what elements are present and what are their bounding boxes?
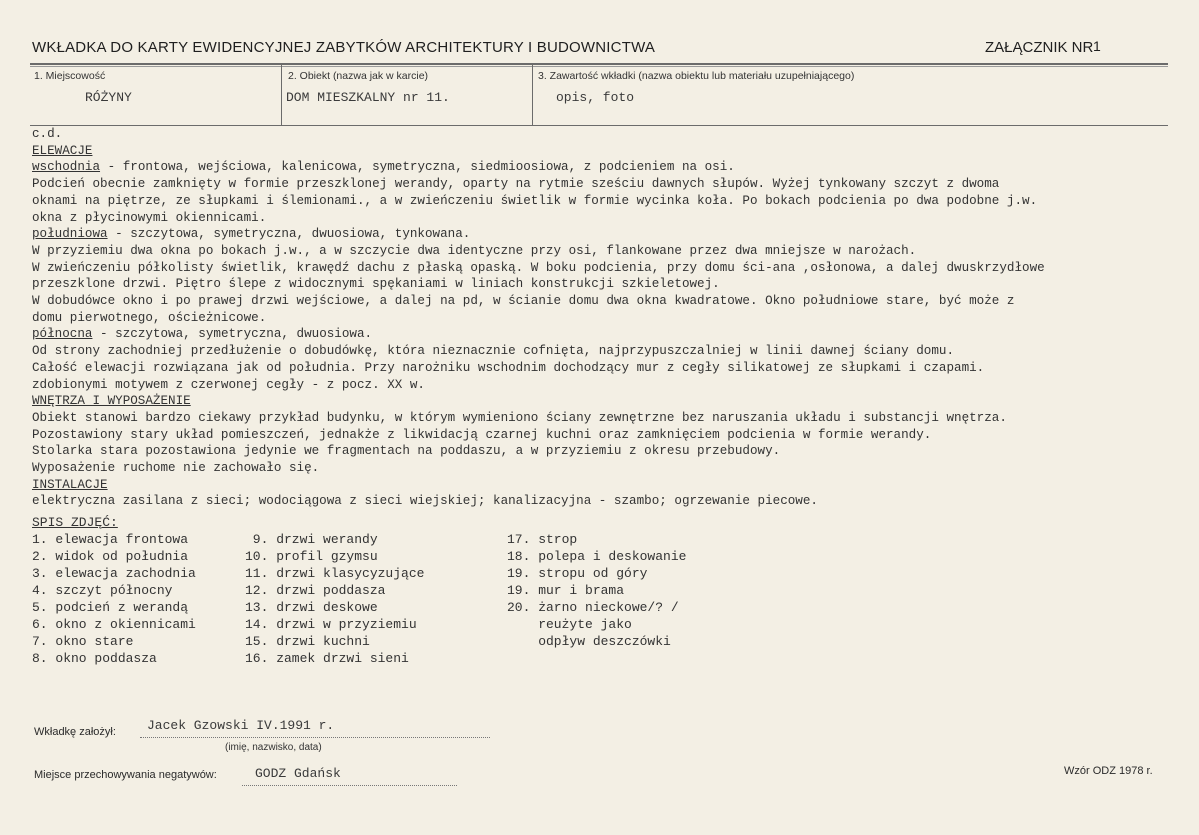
body-line: Od strony zachodniej przedłużenie o dobudówkę, która nieznacznie cofnięta, najprzypuszczalniej w linii dawnej ściany domu. xyxy=(32,344,955,359)
body-line: Pozostawiony stary układ pomieszczeń, jednakże z likwidacją czarnej kuchni oraz zamknięciem podcienia w formie werandy. xyxy=(32,427,932,442)
photo-item: 6. okno z okiennicami xyxy=(32,617,196,632)
body-text: - szczytowa, symetryczna, dwuosiowa. xyxy=(92,327,373,342)
photo-list-heading: SPIS ZDJĘĆ: xyxy=(32,515,118,530)
photo-item: 4. szczyt północny xyxy=(32,583,173,598)
section-heading-elewacje: ELEWACJE xyxy=(32,143,93,158)
section-heading-instalacje: INSTALACJE xyxy=(32,477,108,492)
body-line: oknami na piętrze, ze słupkami i ślemionami., a w zwieńczeniu świetlik w formie wycinka koła. Po bokach podcienia po dwa podobne j.w. xyxy=(32,193,1038,208)
document-title: WKŁADKA DO KARTY EWIDENCYJNEJ ZABYTKÓW ARCHITEKTURY I BUDOWNICTWA xyxy=(32,39,656,56)
field-divider-1 xyxy=(281,64,282,126)
photo-item: 17. strop xyxy=(507,532,578,547)
photo-item: 20. żarno nieckowe/? / xyxy=(507,600,679,615)
body-line: W przyziemiu dwa okna po bokach j.w., a w szczycie dwa identyczne przy osi, flankowane przez dwa mniejsze w narożach. xyxy=(32,243,917,258)
photo-item: reużyte jako xyxy=(507,617,632,632)
photo-item: 19. stropu od góry xyxy=(507,566,648,581)
body-text: - szczytowa, symetryczna, dwuosiowa, tynkowana. xyxy=(107,227,471,242)
section-heading-wnetrza: WNĘTRZA I WYPOSAŻENIE xyxy=(32,394,191,409)
body-line: Stolarka stara pozostawiona jedynie we fragmentach na poddaszu, a w przyziemiu z okresu przebudowy. xyxy=(32,444,781,459)
negatives-value: GODZ Gdańsk xyxy=(255,766,341,781)
header-rule-thin xyxy=(30,66,1168,67)
body-line: c.d. xyxy=(32,127,63,141)
photo-item: 7. okno stare xyxy=(32,634,134,649)
locality-value: RÓŻYNY xyxy=(85,90,132,105)
body-line xyxy=(32,159,1045,176)
photo-item: 11. drzwi klasycyzujące xyxy=(245,566,425,581)
body-line xyxy=(32,326,1045,343)
attachment-number: 1 xyxy=(1093,38,1101,54)
content-value: opis, foto xyxy=(556,90,635,105)
author-label: Wkładkę założył: xyxy=(34,726,116,738)
elevation-north-label: północna xyxy=(32,327,93,342)
body-line: W dobudówce okno i po prawej drzwi wejściowe, a dalej na pd, w ścianie domu dwa okna kwadratowe. Okno południowe stare, być może z xyxy=(32,294,1015,309)
negatives-label: Miejsce przechowywania negatywów: xyxy=(34,769,217,781)
photo-item: 16. zamek drzwi sieni xyxy=(245,651,409,666)
photo-item: 12. drzwi poddasza xyxy=(245,583,386,598)
body-line: Obiekt stanowi bardzo ciekawy przykład budynku, w którym wymieniono ściany zewnętrzne bez naruszania układu i substancji wnętrza. xyxy=(32,410,1007,425)
form-id: Wzór ODZ 1978 r. xyxy=(1064,765,1153,777)
photo-item: 19. mur i brama xyxy=(507,583,625,598)
photo-item: 15. drzwi kuchni xyxy=(245,634,370,649)
body-line: Wyposażenie ruchome nie zachowało się. xyxy=(32,461,320,476)
photo-item: 3. elewacja zachodnia xyxy=(32,566,196,581)
body-line: Całość elewacji rozwiązana jak od południa. Przy narożniku wschodnim dochodzący mur z cegły silikatowej ze słupkami i czapami. xyxy=(32,360,985,375)
body-line: domu pierwotnego, ościeżnicowe. xyxy=(32,310,267,325)
field-divider-2 xyxy=(532,64,533,126)
photo-item: 10. profil gzymsu xyxy=(245,549,378,564)
elevation-south-label: południowa xyxy=(32,227,108,242)
body-line: Podcień obecnie zamknięty w formie przeszklonej werandy, oparty na rytmie sześciu dawnych słupów. Wyżej tynkowany szczyt z dwoma xyxy=(32,177,1000,192)
photo-list-column-2 xyxy=(245,531,424,667)
photo-item: 1. elewacja frontowa xyxy=(32,532,189,547)
photo-item: 13. drzwi deskowe xyxy=(245,600,378,615)
photo-list-column-1 xyxy=(32,531,196,667)
body-line: elektryczna zasilana z sieci; wodociągowa z sieci wiejskiej; kanalizacyjna - szambo; ogrzewanie piecowe. xyxy=(32,494,818,509)
content-label: 3. Zawartość wkładki (nazwa obiektu lub materiału uzupełniającego) xyxy=(538,70,855,82)
author-dotted-line xyxy=(140,736,490,738)
photo-list-column-3 xyxy=(507,531,686,650)
object-value: DOM MIESZKALNY nr 11. xyxy=(286,90,450,105)
photo-item: 9. drzwi werandy xyxy=(245,532,378,547)
photo-item: odpływ deszczówki xyxy=(507,634,671,649)
body-line xyxy=(32,226,1045,243)
header-rule xyxy=(30,63,1168,65)
body-line: zdobionymi motywem z czerwonej cegły - z pocz. XX w. xyxy=(32,377,425,392)
photo-item: 14. drzwi w przyziemiu xyxy=(245,617,417,632)
locality-label: 1. Miejscowość xyxy=(34,70,106,82)
author-hint: (imię, nazwisko, data) xyxy=(225,742,322,753)
body-text: - frontowa, wejściowa, kalenicowa, symetryczna, siedmioosiowa, z podcieniem na osi. xyxy=(100,160,735,175)
body-line: okna z płycinowymi okiennicami. xyxy=(32,210,267,225)
attachment-label: ZAŁĄCZNIK NR xyxy=(985,39,1094,56)
photo-item: 18. polepa i deskowanie xyxy=(507,549,687,564)
photo-item: 8. okno poddasza xyxy=(32,651,157,666)
object-label: 2. Obiekt (nazwa jak w karcie) xyxy=(288,70,429,82)
body-line: W zwieńczeniu półkolisty świetlik, krawędź dachu z płaską opaską. W boku podcienia, przy domu ści-ana ,osłonowa, a dalej dwuskrzydłowe xyxy=(32,260,1045,275)
negatives-dotted-line xyxy=(242,784,457,786)
body-line: przeszklone drzwi. Piętro ślepe z widocznymi spękaniami w liniach konstrukcji szkieletowej. xyxy=(32,277,720,292)
photo-item: 2. widok od południa xyxy=(32,549,189,564)
photo-item: 5. podcień z werandą xyxy=(32,600,189,615)
author-value: Jacek Gzowski IV.1991 r. xyxy=(147,718,335,733)
description-body xyxy=(32,126,1045,510)
elevation-east-label: wschodnia xyxy=(32,160,101,175)
